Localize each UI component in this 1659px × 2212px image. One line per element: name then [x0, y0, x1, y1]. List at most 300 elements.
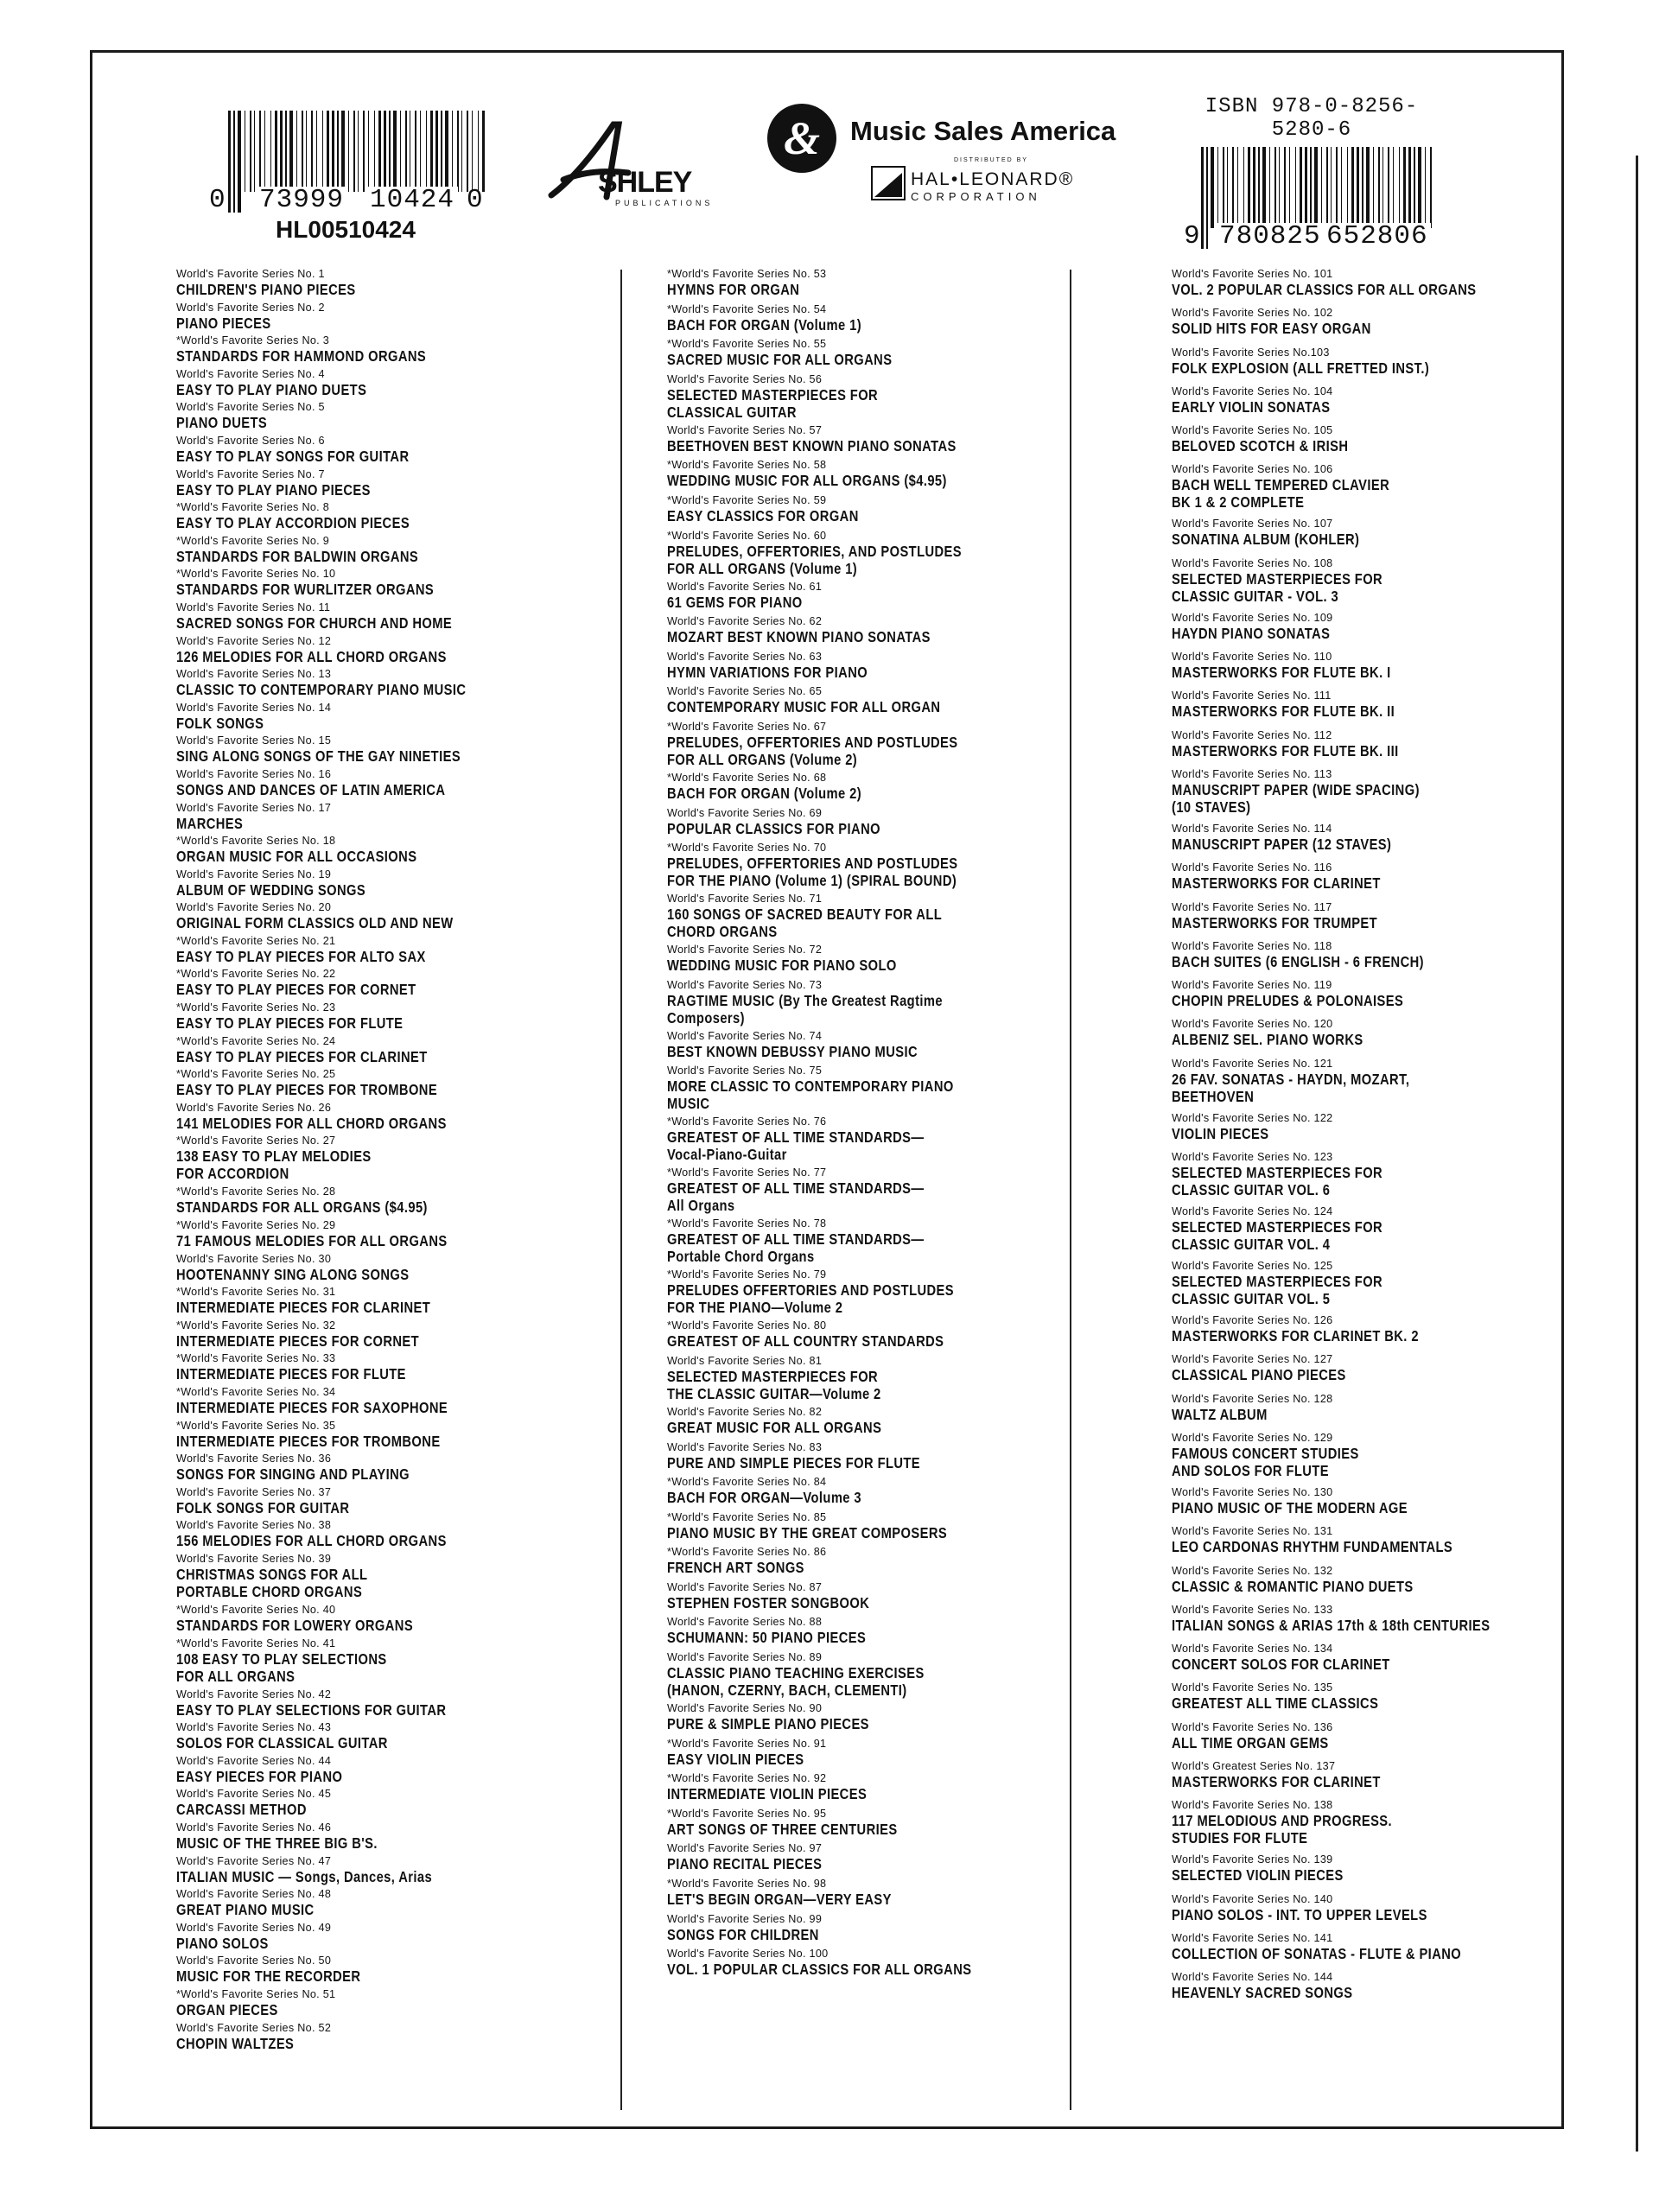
book-title: BELOVED SCOTCH & IRISH: [1172, 437, 1349, 455]
catalog-entry: [176, 302, 521, 335]
book-title: EASY CLASSICS FOR ORGAN: [667, 506, 859, 524]
catalog-entry: [1172, 1799, 1551, 1853]
barcode-bar: [1243, 147, 1244, 228]
book-title: CHOPIN WALTZES: [176, 2034, 295, 2052]
catalog-entry: [176, 1519, 521, 1553]
series-number: World's Favorite Series No. 107: [1172, 518, 1333, 531]
catalog-entry: [176, 1888, 521, 1922]
upc-digits-left: 73999: [256, 187, 347, 213]
catalog-entry: [1172, 979, 1551, 1018]
series-number: World's Favorite Series No. 141: [1172, 1931, 1333, 1944]
book-title-line-2: FOR ALL ORGANS (Volume 2): [667, 750, 858, 768]
barcode-bar: [1414, 147, 1415, 228]
series-number: World's Favorite Series No. 131: [1172, 1525, 1333, 1538]
series-number: World's Favorite Series No. 43: [176, 1721, 332, 1734]
series-number: *World's Favorite Series No. 28: [176, 1185, 336, 1198]
series-number: World's Favorite Series No. 65: [667, 685, 823, 698]
catalog-entry: [176, 1721, 521, 1755]
series-number: *World's Favorite Series No. 55: [667, 338, 827, 351]
book-title: EASY TO PLAY PIECES FOR CORNET: [176, 981, 416, 999]
book-title: STEPHEN FOSTER SONGBOOK: [667, 1593, 870, 1611]
book-title-line-2: STUDIES FOR FLUTE: [1172, 1829, 1308, 1847]
barcode-bar: [1408, 147, 1411, 228]
barcode-bar: [1331, 147, 1332, 228]
ean-digits-left: 780825: [1217, 223, 1324, 250]
series-number: World's Favorite Series No. 89: [667, 1651, 823, 1664]
barcode-bar: [1321, 147, 1322, 228]
book-title: GREAT PIANO MUSIC: [176, 1901, 315, 1919]
catalog-entry: [176, 1068, 521, 1102]
catalog-entry: [667, 1116, 1030, 1166]
series-number: *World's Favorite Series No. 10: [176, 568, 336, 581]
catalog-entry: [176, 635, 521, 669]
series-number: World's Favorite Series No. 73: [667, 978, 823, 991]
book-title: WALTZ ALBUM: [1172, 1405, 1268, 1423]
catalog-entry: [1172, 1112, 1551, 1151]
catalog-entry: [667, 268, 1030, 303]
catalog-entry: [667, 1030, 1030, 1065]
book-title: MASTERWORKS FOR TRUMPET: [1172, 913, 1378, 931]
catalog-entry: [176, 1486, 521, 1520]
catalog-entry: [176, 1135, 521, 1185]
book-title: SELECTED MASTERPIECES FOR: [1172, 569, 1383, 588]
catalog-entry: [176, 468, 521, 502]
series-number: World's Favorite Series No. 81: [667, 1354, 823, 1367]
catalog-entry: [1172, 729, 1551, 768]
catalog-entry: [667, 1476, 1030, 1511]
book-title: FAMOUS CONCERT STUDIES: [1172, 1444, 1359, 1462]
catalog-entry: [1172, 1893, 1551, 1932]
barcode-bar: [1382, 147, 1383, 228]
series-number: World's Favorite Series No. 2: [176, 301, 325, 314]
book-title: CONCERT SOLOS FOR CLARINET: [1172, 1656, 1390, 1674]
barcode-bar: [1418, 147, 1421, 228]
book-title: ITALIAN SONGS & ARIAS 17th & 18th CENTURIES: [1172, 1616, 1491, 1634]
barcode-bar: [353, 111, 355, 192]
book-title: SING ALONG SONGS OF THE GAY NINETIES: [176, 747, 461, 766]
series-number: World's Favorite Series No. 127: [1172, 1353, 1333, 1366]
series-number: World's Favorite Series No. 46: [176, 1821, 332, 1834]
ashley-wordmark: SHLEY: [598, 166, 692, 199]
book-title: EASY TO PLAY PIECES FOR FLUTE: [176, 1014, 404, 1033]
series-number: *World's Favorite Series No. 84: [667, 1476, 827, 1489]
barcode-bar: [1300, 147, 1302, 228]
catalog-entry: [667, 1616, 1030, 1651]
catalog-entry: [667, 424, 1030, 460]
series-number: *World's Favorite Series No. 70: [667, 842, 827, 855]
catalog-entry: [1172, 557, 1551, 612]
barcode-bar: [363, 111, 365, 192]
barcode-bar: [393, 111, 397, 192]
catalog-entry: [667, 1441, 1030, 1477]
catalog-entry: [176, 734, 521, 768]
catalog-entry: [176, 668, 521, 702]
series-number: World's Favorite Series No. 37: [176, 1485, 332, 1498]
barcode-bar: [316, 111, 317, 192]
series-number: World's Favorite Series No. 106: [1172, 463, 1333, 476]
book-title: PIANO MUSIC OF THE MODERN AGE: [1172, 1498, 1408, 1516]
book-title: EASY TO PLAY PIECES FOR CLARINET: [176, 1047, 428, 1065]
barcode-bar: [478, 111, 479, 192]
series-number: World's Favorite Series No. 112: [1172, 728, 1332, 741]
barcode-bar: [259, 111, 261, 192]
catalog-entry: [1172, 1643, 1551, 1681]
catalog-entry: [176, 1452, 521, 1486]
series-number: *World's Favorite Series No. 21: [176, 934, 336, 947]
book-title: WEDDING MUSIC FOR PIANO SOLO: [667, 957, 897, 975]
book-title: MARCHES: [176, 814, 244, 832]
book-title: SELECTED VIOLIN PIECES: [1172, 1866, 1344, 1885]
series-number: World's Favorite Series No. 90: [667, 1702, 823, 1715]
catalog-entry: [1172, 612, 1551, 651]
barcode-bar: [400, 111, 401, 192]
catalog-entry: [1172, 307, 1551, 346]
hal-leonard-name: HAL•LEONARD®: [911, 169, 1075, 189]
series-number: World's Favorite Series No. 14: [176, 701, 332, 714]
book-title: MUSIC OF THE THREE BIG B'S.: [176, 1834, 378, 1852]
catalog-entry: [667, 979, 1030, 1030]
series-number: World's Favorite Series No. 126: [1172, 1314, 1333, 1327]
catalog-entry: [1172, 385, 1551, 424]
book-title: 126 MELODIES FOR ALL CHORD ORGANS: [176, 647, 447, 665]
book-title: BACH SUITES (6 ENGLISH - 6 FRENCH): [1172, 952, 1424, 970]
series-number: World's Favorite Series No. 118: [1172, 939, 1332, 952]
series-number: World's Favorite Series No. 38: [176, 1519, 332, 1532]
barcode-bar: [1347, 147, 1348, 228]
book-title: 71 FAMOUS MELODIES FOR ALL ORGANS: [176, 1232, 448, 1250]
catalog-entry: [1172, 1565, 1551, 1604]
catalog-entry: [176, 1688, 521, 1722]
catalog-entry: [667, 494, 1030, 530]
catalog-entry: [1172, 1314, 1551, 1353]
series-number: World's Favorite Series No. 19: [176, 868, 332, 880]
catalog-entry: [176, 868, 521, 902]
barcode-bar: [302, 111, 303, 192]
barcode-bar: [426, 111, 427, 192]
book-title: PRELUDES, OFFERTORIES AND POSTLUDES: [667, 855, 958, 873]
book-title: 160 SONGS OF SACRED BEAUTY FOR ALL: [667, 906, 943, 924]
book-title: GREATEST OF ALL TIME STANDARDS—: [667, 1179, 925, 1198]
book-title-line-2: THE CLASSIC GUITAR—Volume 2: [667, 1384, 881, 1402]
book-title: 117 MELODIOUS AND PROGRESS.: [1172, 1812, 1393, 1830]
series-number: World's Favorite Series No.103: [1172, 346, 1330, 359]
series-number: *World's Favorite Series No. 41: [176, 1637, 336, 1649]
hl-item-code: HL00510424: [276, 216, 416, 243]
catalog-entry: [1172, 1681, 1551, 1720]
barcode-bar: [415, 111, 416, 192]
catalog-entry: [1172, 1525, 1551, 1564]
book-title: GREATEST ALL TIME CLASSICS: [1172, 1694, 1379, 1713]
catalog-entry: [176, 835, 521, 868]
series-number: World's Favorite Series No. 144: [1172, 1971, 1333, 1984]
catalog-entry: [1172, 1205, 1551, 1260]
series-number: World's Favorite Series No. 44: [176, 1754, 332, 1767]
series-number: World's Favorite Series No. 74: [667, 1029, 823, 1042]
upc-left-digit: 0: [209, 185, 226, 215]
book-title-line-2: FOR ALL ORGANS: [176, 1667, 296, 1685]
catalog-entry: [176, 1001, 521, 1035]
book-title: EARLY VIOLIN SONATAS: [1172, 397, 1331, 416]
book-title: SONATINA ALBUM (KOHLER): [1172, 531, 1360, 549]
series-number: World's Favorite Series No. 134: [1172, 1643, 1333, 1656]
book-title: ALBUM OF WEDDING SONGS: [176, 880, 366, 899]
book-title: GREAT MUSIC FOR ALL ORGANS: [667, 1418, 882, 1436]
series-number: World's Favorite Series No. 136: [1172, 1720, 1333, 1733]
series-number: *World's Favorite Series No. 18: [176, 835, 336, 848]
book-title-line-2: CLASSIC GUITAR VOL. 5: [1172, 1290, 1331, 1308]
series-number: World's Favorite Series No. 52: [176, 2021, 332, 2034]
series-number: *World's Favorite Series No. 32: [176, 1319, 336, 1332]
book-title: 26 FAV. SONATAS - HAYDN, MOZART,: [1172, 1070, 1410, 1088]
book-title: STANDARDS FOR HAMMOND ORGANS: [176, 347, 427, 365]
book-title: PIANO SOLOS: [176, 1934, 269, 1952]
catalog-entry: [1172, 1486, 1551, 1525]
book-title: VIOLIN PIECES: [1172, 1124, 1269, 1142]
catalog-entry: [667, 303, 1030, 339]
book-title: SOLID HITS FOR EASY ORGAN: [1172, 320, 1371, 338]
series-number: World's Favorite Series No. 5: [176, 401, 325, 414]
book-title: INTERMEDIATE VIOLIN PIECES: [667, 1785, 868, 1803]
catalog-entry: [176, 802, 521, 836]
series-number: *World's Favorite Series No. 35: [176, 1419, 336, 1432]
catalog-entry: [176, 1386, 521, 1420]
book-title: BACH FOR ORGAN (Volume 2): [667, 784, 862, 802]
series-number: World's Favorite Series No. 128: [1172, 1392, 1333, 1405]
barcode-bar: [1237, 147, 1238, 228]
upc-right-digit: 0: [467, 185, 484, 215]
catalog-entry: [1172, 823, 1551, 861]
catalog-entry: [1172, 1151, 1551, 1205]
barcode-bar: [1357, 147, 1359, 228]
catalog-entry: [176, 1755, 521, 1789]
book-title: RAGTIME MUSIC (By The Greatest Ragtime: [667, 991, 943, 1009]
music-sales-ampersand-icon: [766, 102, 838, 175]
book-title: EASY PIECES FOR PIANO: [176, 1767, 343, 1785]
catalog-entry: [1172, 940, 1551, 979]
catalog-entry: [1172, 518, 1551, 556]
series-number: World's Favorite Series No. 138: [1172, 1799, 1333, 1812]
barcode-bar: [264, 111, 265, 192]
barcode-bar: [1232, 147, 1234, 228]
catalog-entry: [667, 721, 1030, 772]
series-number: World's Favorite Series No. 133: [1172, 1603, 1333, 1616]
catalog-entry: [667, 1651, 1030, 1702]
book-title: 156 MELODIES FOR ALL CHORD ORGANS: [176, 1532, 447, 1550]
series-number: World's Favorite Series No. 30: [176, 1252, 332, 1265]
catalog-entry: [667, 1878, 1030, 1913]
catalog-entry: [176, 1855, 521, 1889]
book-title: 141 MELODIES FOR ALL CHORD ORGANS: [176, 1114, 447, 1132]
series-number: *World's Favorite Series No. 33: [176, 1352, 336, 1365]
series-number: World's Favorite Series No. 132: [1172, 1564, 1333, 1577]
series-number: *World's Favorite Series No. 80: [667, 1319, 827, 1332]
catalog-entry: [1172, 1604, 1551, 1643]
book-title: SCHUMANN: 50 PIANO PIECES: [667, 1629, 867, 1647]
book-title: VOL. 2 POPULAR CLASSICS FOR ALL ORGANS: [1172, 281, 1477, 298]
catalog-entry: [176, 968, 521, 1001]
book-title-line-2: (HANON, CZERNY, BACH, CLEMENTI): [667, 1681, 907, 1700]
book-title: ORGAN MUSIC FOR ALL OCCASIONS: [176, 848, 417, 866]
book-title: COLLECTION OF SONATAS - FLUTE & PIANO: [1172, 1944, 1462, 1962]
book-title: BACH WELL TEMPERED CLAVIER: [1172, 476, 1390, 494]
barcode-bar: [1351, 147, 1354, 228]
barcode-bar: [1284, 147, 1286, 228]
catalog-entry: [667, 1511, 1030, 1547]
series-number: World's Favorite Series No. 72: [667, 944, 823, 957]
catalog-entry: [1172, 1260, 1551, 1314]
series-number: *World's Favorite Series No. 9: [176, 534, 330, 547]
series-number: World's Favorite Series No. 82: [667, 1405, 823, 1418]
catalog-entry: [176, 401, 521, 435]
barcode-bar: [322, 111, 323, 192]
catalog-entry: [176, 702, 521, 735]
series-number: World's Favorite Series No. 88: [667, 1616, 823, 1629]
series-number: World's Favorite Series No. 48: [176, 1888, 332, 1901]
barcode-bar: [337, 111, 339, 192]
book-title: SELECTED MASTERPIECES FOR: [1172, 1273, 1383, 1291]
barcode-bar: [1258, 147, 1260, 228]
catalog-entry: [1172, 463, 1551, 518]
book-title: INTERMEDIATE PIECES FOR FLUTE: [176, 1365, 406, 1383]
book-title: EASY TO PLAY PIANO DUETS: [176, 380, 367, 398]
barcode-bar: [445, 111, 448, 192]
book-title: EASY TO PLAY SELECTIONS FOR GUITAR: [176, 1700, 447, 1719]
book-title: SELECTED MASTERPIECES FOR: [667, 385, 879, 404]
book-title: PURE & SIMPLE PIANO PIECES: [667, 1715, 869, 1733]
series-number: World's Favorite Series No. 116: [1172, 861, 1332, 874]
series-number: World's Favorite Series No. 56: [667, 372, 823, 385]
series-number: *World's Favorite Series No. 91: [667, 1737, 827, 1750]
catalog-entry: [667, 615, 1030, 651]
book-title: STANDARDS FOR WURLITZER ORGANS: [176, 581, 435, 599]
book-title: STANDARDS FOR BALDWIN ORGANS: [176, 547, 419, 565]
series-number: World's Favorite Series No. 12: [176, 634, 332, 647]
book-title: SONGS AND DANCES OF LATIN AMERICA: [176, 780, 446, 798]
series-number: World's Favorite Series No. 130: [1172, 1485, 1333, 1498]
catalog-entry: [176, 1637, 521, 1688]
catalog-entry: [667, 1772, 1030, 1808]
series-number: World's Favorite Series No. 7: [176, 467, 325, 480]
catalog-entry: [667, 1842, 1030, 1878]
barcode-bar: [289, 111, 293, 192]
book-title: PRELUDES, OFFERTORIES AND POSTLUDES: [667, 733, 958, 751]
series-number: World's Favorite Series No. 123: [1172, 1151, 1333, 1164]
book-title: HOOTENANNY SING ALONG SONGS: [176, 1265, 410, 1283]
catalog-entry: [1172, 1432, 1551, 1486]
barcode-bar: [1211, 147, 1214, 228]
series-number: *World's Favorite Series No. 34: [176, 1386, 336, 1398]
barcode-bar: [250, 111, 251, 192]
hal-leonard-corporation: CORPORATION: [911, 190, 1041, 203]
catalog-entry: [667, 1738, 1030, 1773]
barcode-bar: [327, 111, 329, 192]
catalog-entry: [667, 842, 1030, 893]
barcode-bar: [472, 111, 473, 192]
series-number: World's Favorite Series No. 97: [667, 1842, 823, 1855]
catalog-entry: [176, 1420, 521, 1453]
series-number: *World's Favorite Series No. 92: [667, 1772, 827, 1785]
barcode-bar: [285, 111, 287, 192]
book-title: ORGAN PIECES: [176, 2000, 278, 2018]
barcode-bar: [1314, 147, 1318, 228]
catalog-entry: [1172, 1058, 1551, 1112]
barcode-bar: [254, 111, 255, 192]
series-number: *World's Favorite Series No. 54: [667, 302, 827, 315]
music-sales-america-name: Music Sales America: [850, 116, 1116, 146]
book-title: MASTERWORKS FOR CLARINET: [1172, 874, 1381, 893]
series-number: *World's Favorite Series No. 22: [176, 968, 336, 981]
series-number: World's Favorite Series No. 42: [176, 1688, 332, 1700]
catalog-entry: [1172, 690, 1551, 728]
book-title-line-2: CLASSIC GUITAR VOL. 4: [1172, 1236, 1331, 1254]
book-title: SACRED MUSIC FOR ALL ORGANS: [667, 351, 893, 369]
ashley-publications-logo: [546, 119, 736, 206]
catalog-entry: [1172, 861, 1551, 900]
catalog-entry: [176, 1219, 521, 1253]
book-title-line-2: CLASSICAL GUITAR: [667, 403, 797, 421]
catalog-entry: [667, 1702, 1030, 1738]
book-title-line-2: FOR THE PIANO—Volume 2: [667, 1299, 843, 1317]
book-title: HEAVENLY SACRED SONGS: [1172, 1984, 1353, 2002]
barcode-bar: [1279, 147, 1280, 228]
series-number: World's Favorite Series No. 17: [176, 801, 332, 814]
series-number: World's Favorite Series No. 135: [1172, 1681, 1333, 1694]
book-title: INTERMEDIATE PIECES FOR CLARINET: [176, 1299, 431, 1317]
book-title-line-2: CLASSIC GUITAR - VOL. 3: [1172, 587, 1339, 605]
barcode-bar: [296, 111, 297, 192]
catalog-entry: [667, 685, 1030, 721]
series-number: *World's Favorite Series No. 29: [176, 1219, 336, 1232]
book-title: ART SONGS OF THREE CENTURIES: [667, 1820, 898, 1838]
series-number: World's Favorite Series No. 101: [1172, 268, 1333, 280]
barcode-bar: [405, 111, 407, 192]
book-title: ALL TIME ORGAN GEMS: [1172, 1733, 1329, 1751]
book-title: PIANO PIECES: [176, 314, 271, 332]
series-number: World's Favorite Series No. 69: [667, 806, 823, 819]
book-title-line-2: PORTABLE CHORD ORGANS: [176, 1582, 363, 1600]
barcode-bar: [1217, 147, 1218, 228]
barcode-bar: [1373, 147, 1374, 228]
series-number: World's Favorite Series No. 125: [1172, 1260, 1333, 1273]
book-title: HYMN VARIATIONS FOR PIANO: [667, 663, 868, 681]
series-number: *World's Favorite Series No. 58: [667, 459, 827, 472]
series-number: World's Favorite Series No. 124: [1172, 1205, 1333, 1218]
catalog-entry: [667, 1913, 1030, 1948]
book-title: EASY TO PLAY PIECES FOR TROMBONE: [176, 1081, 438, 1099]
catalog-entry: [176, 268, 521, 302]
book-title: BEETHOVEN BEST KNOWN PIANO SONATAS: [667, 436, 957, 454]
book-title: CONTEMPORARY MUSIC FOR ALL ORGAN: [667, 698, 941, 716]
catalog-entry: [667, 1166, 1030, 1217]
catalog-entry: [176, 1102, 521, 1135]
book-title: ITALIAN MUSIC — Songs, Dances, Arias: [176, 1867, 433, 1885]
barcode-bar: [348, 111, 349, 192]
catalog-entry: [1172, 901, 1551, 940]
barcode-bar: [461, 111, 462, 192]
series-number: *World's Favorite Series No. 27: [176, 1135, 336, 1147]
book-title: 61 GEMS FOR PIANO: [667, 593, 803, 611]
series-number: World's Favorite Series No. 114: [1172, 822, 1332, 835]
barcode-bar: [341, 111, 345, 192]
catalog-entry: [667, 1355, 1030, 1406]
series-number: World's Favorite Series No. 11: [176, 601, 331, 613]
barcode-bar: [374, 111, 375, 192]
book-title: BEST KNOWN DEBUSSY PIANO MUSIC: [667, 1042, 918, 1060]
barcode-bar: [1430, 147, 1432, 228]
book-title: GREATEST OF ALL COUNTRY STANDARDS: [667, 1332, 944, 1351]
book-title: MASTERWORKS FOR FLUTE BK. III: [1172, 741, 1399, 760]
book-title: INTERMEDIATE PIECES FOR TROMBONE: [176, 1432, 441, 1450]
